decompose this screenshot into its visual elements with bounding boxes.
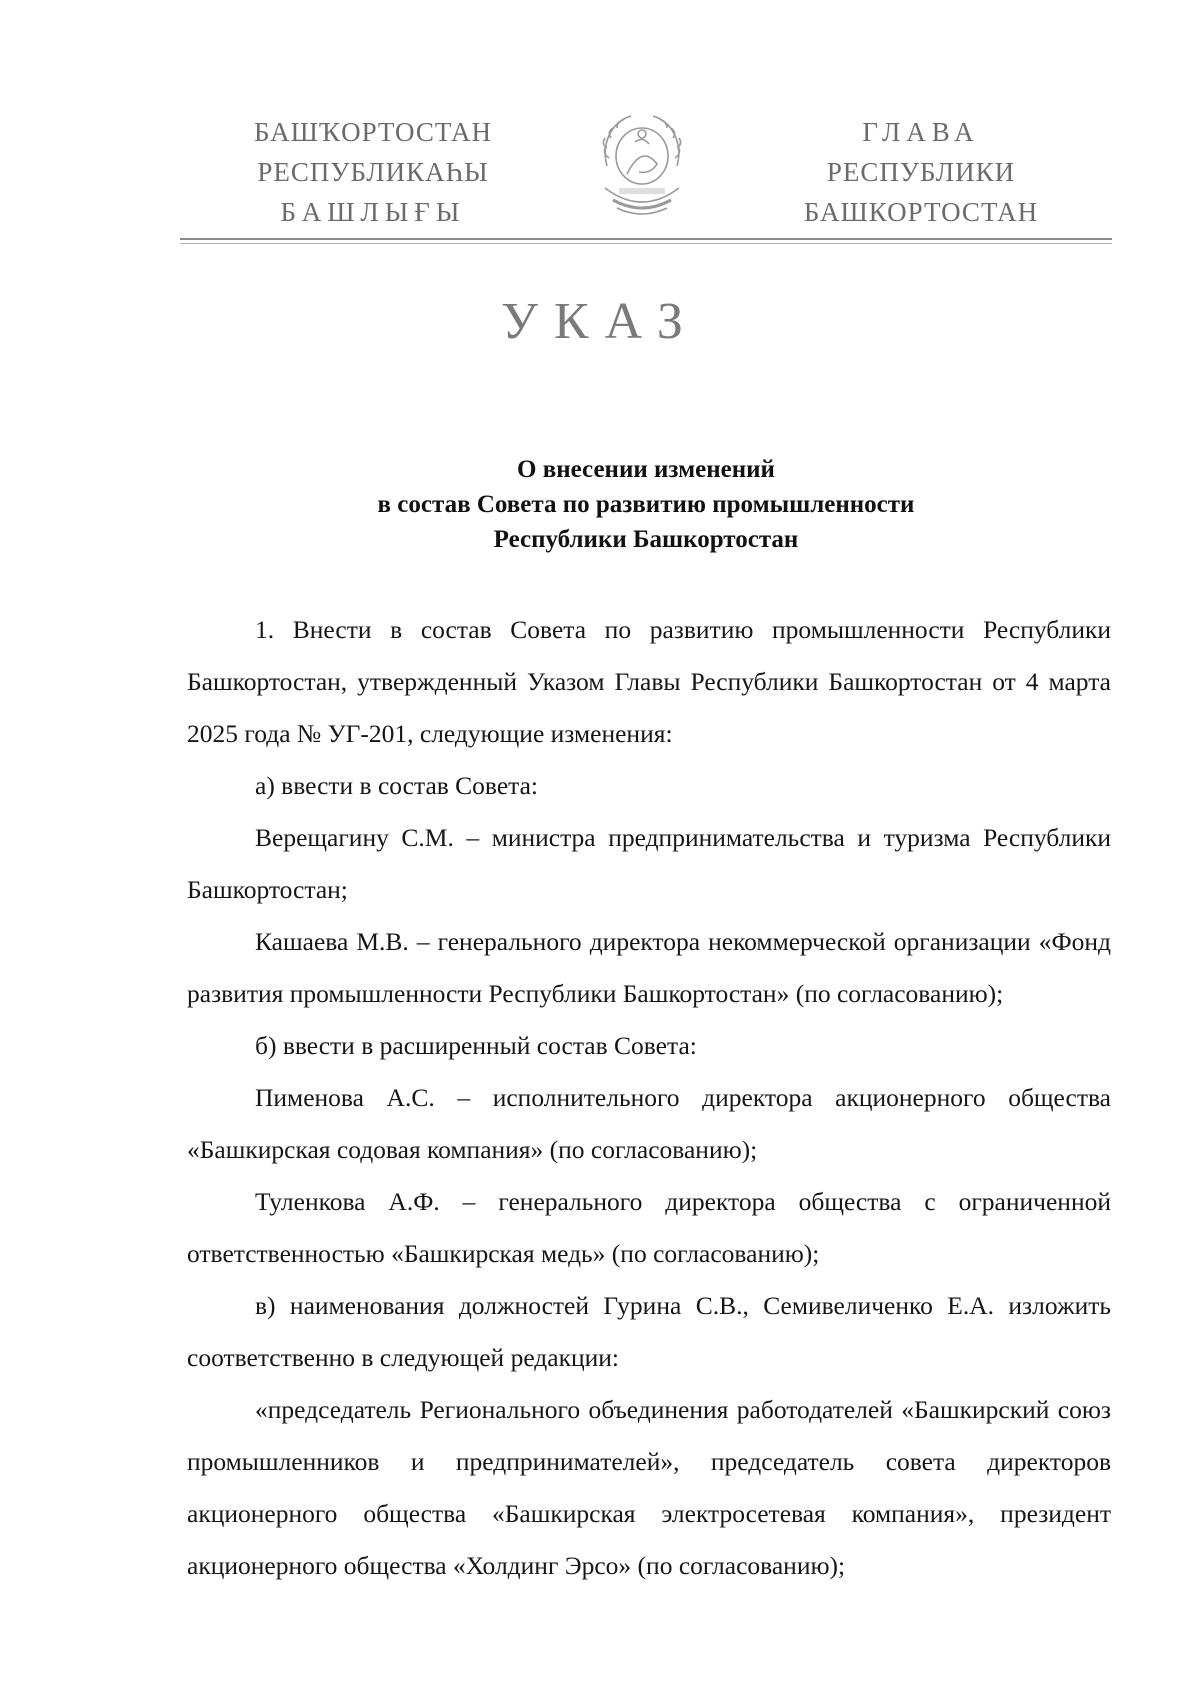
paragraph-7: Туленкова А.Ф. – генерального директора общества с ограниченной ответственностью «Башкирская медь» (по согласованию);: [187, 1187, 1111, 1268]
letterhead-bashkir-line-1: БАШҠОРТОСТАН: [253, 117, 493, 147]
letterhead-bashkir-line-2: РЕСПУБЛИКАҺЫ: [257, 157, 489, 187]
paragraph-3: Верещагину С.М. – министра предпринимательства и туризма Республики Башкортостан;: [187, 823, 1111, 904]
letterhead-divider: [180, 238, 1112, 240]
letterhead-russian-line-2: РЕСПУБЛИКИ: [826, 157, 1016, 187]
document-body: [187, 604, 1111, 1592]
document-heading-line-2: в состав Совета по развитию промышленности: [377, 491, 915, 518]
letterhead-russian: [780, 112, 1062, 232]
paragraph-2: а) ввести в состав Совета:: [255, 771, 539, 800]
document-heading-line-1: О внесении изменений: [517, 456, 775, 483]
paragraph-5: б) ввести в расширенный состав Совета:: [255, 1031, 697, 1060]
letterhead-bashkir-line-3: БАШЛЫҒЫ: [280, 197, 466, 227]
document-heading: [180, 452, 1112, 557]
paragraph-4: Кашаева М.В. – генерального директора некоммерческой организации «Фонд развития промышленности Республики Башкортостан» (по согласованию);: [187, 927, 1111, 1008]
paragraph-1: 1. Внести в состав Совета по развитию промышленности Республики Башкортостан, утвержденный Указом Главы Республики Башкортостан от 4 марта 2025 года № УГ-201, следующие изменения:: [187, 615, 1111, 748]
coat-of-arms-emblem: [587, 104, 697, 220]
letterhead-russian-line-3: БАШКОРТОСТАН: [803, 197, 1039, 227]
letterhead-divider-thin: [180, 243, 1112, 244]
letterhead-bashkir: [232, 112, 514, 232]
letterhead-russian-line-1: ГЛАВА: [862, 117, 980, 147]
paragraph-9: «председатель Регионального объединения работодателей «Башкирский союз промышленников и предпринимателей», председатель совета директоров акционерного общества «Башкирская электросетевая компания», президент акционерного общества «Холдинг Эрсо» (по согласованию);: [187, 1395, 1111, 1580]
paragraph-6: Пименова А.С. – исполнительного директора акционерного общества «Башкирская содовая компания» (по согласованию);: [187, 1083, 1111, 1164]
document-heading-line-3: Республики Башкортостан: [493, 526, 799, 553]
document-type-title: УКАЗ: [501, 293, 699, 350]
paragraph-8: в) наименования должностей Гурина С.В., Семивеличенко Е.А. изложить соответственно в следующей редакции:: [187, 1291, 1111, 1372]
